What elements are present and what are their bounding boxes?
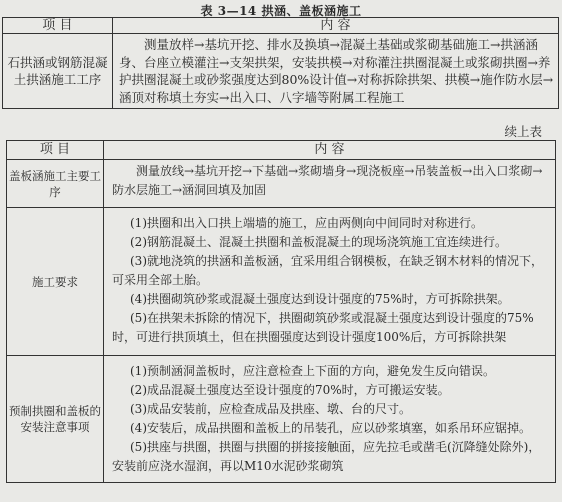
- row-content: [104, 208, 556, 356]
- list-item: (2)成品混凝土强度达至设计强度的70%时，方可搬运安装。: [130, 383, 450, 397]
- table-row: [3, 34, 559, 109]
- construction-table-1: [2, 17, 559, 109]
- list-item: (4)拱圈砌筑砂浆或混凝土强度达到设计强度的75%时，方可拆除拱架。: [130, 292, 510, 306]
- table-row: [7, 160, 556, 208]
- row-label: 盖板涵施工主要工序: [7, 160, 104, 208]
- row-label: 石拱涵或钢筋混凝土拱涵施工工序: [3, 34, 113, 109]
- table-header-row: [7, 141, 556, 160]
- list-item: (4)安装后，成品拱圈和盖板上的吊装孔，应以砂浆填塞，如系吊环应锯掉。: [130, 421, 532, 435]
- list-item: (2)钢筋混凝土、混凝土拱圈和盖板混凝土的现场浇筑施工宜连续进行。: [130, 235, 508, 249]
- row-content: 测量放样→基坑开挖、排水及换填→混凝土基础或浆砌基础施工→拱涵涵身、台座立模灌注→支架拱架，安装拱模→对称灌注拱圈混凝土或浆砌拱圈→养护拱圈混凝土或砂浆强度达到80%设计值→对称拆除拱架、拱模→施作防水层→涵顶对称填土夯实→出入口、八字墙等附属工程施工: [113, 34, 559, 109]
- list-item: (5)拱座与拱圈，拱圈与拱圈的拼接接触面，应先拉毛或凿毛(沉降缝处除外)，安装前应浇水湿润，再以M10水泥砂浆砌筑: [112, 440, 541, 473]
- table-header-row: [3, 18, 559, 34]
- header-content: 内 容: [113, 18, 559, 34]
- continued-label: 续上表: [504, 124, 542, 139]
- row-label: 预制拱圈和盖板的安装注意事项: [7, 356, 104, 483]
- table-row: [7, 356, 556, 483]
- row-label: 施工要求: [7, 208, 104, 356]
- header-content: 内 容: [104, 141, 556, 160]
- list-item: (3)就地浇筑的拱涵和盖板涵，宜采用组合钢模板，在缺乏钢木材料的情况下，可采用全部土胎。: [112, 254, 544, 287]
- row-content: [104, 356, 556, 483]
- header-item: 项 目: [3, 18, 113, 34]
- construction-table-2: [6, 140, 556, 483]
- list-item: (1)拱圈和出入口拱上端墙的施工，应由两侧向中间同时对称进行。: [130, 216, 484, 230]
- list-item: (5)在拱架未拆除的情况下，拱圈砌筑砂浆或混凝土强度达到设计强度的75%时，可进行拱顶填土，但在拱圈强度达到设计强度100%后，方可拆除拱架: [112, 311, 534, 344]
- table-row: [7, 208, 556, 356]
- list-item: (1)预制涵洞盖板时，应注意检查上下面的方向，避免发生反向错误。: [130, 364, 496, 378]
- table-caption: 表 3—14 拱涵、盖板涵施工: [200, 4, 362, 18]
- paragraph: 测量放线→基坑开挖→下基础→浆砌墙身→现浇板座→吊装盖板→出入口浆砌→防水层施工→涵洞回填及加固: [112, 164, 543, 197]
- list-item: (3)成品安装前，应检查成品及拱座、墩、台的尺寸。: [130, 402, 412, 416]
- row-content: [104, 160, 556, 208]
- header-item: 项 目: [7, 141, 104, 160]
